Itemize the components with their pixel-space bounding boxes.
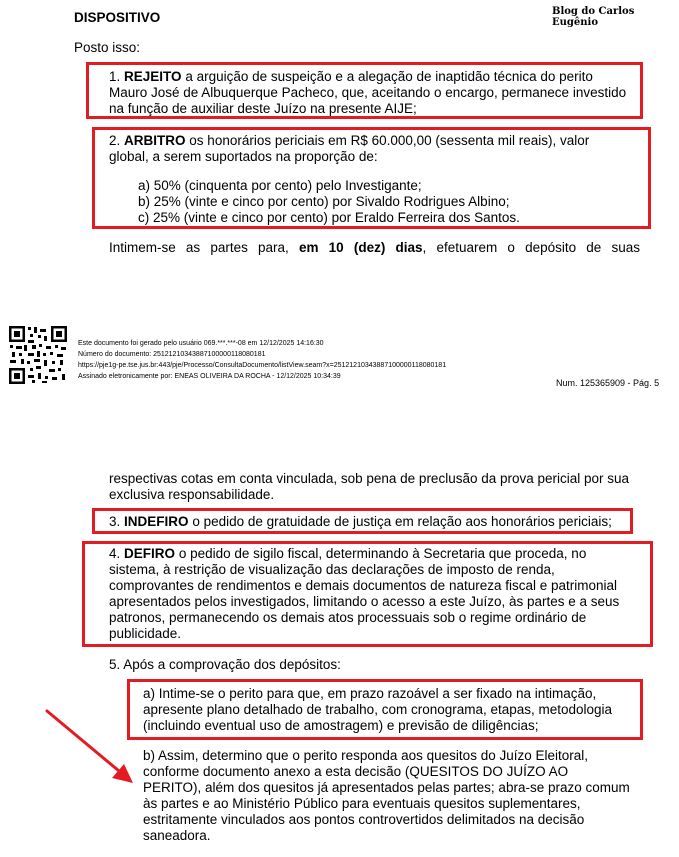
item-3-keyword: INDEFIRO bbox=[124, 514, 189, 529]
item-5b-line-4: às partes e ao Ministério Público para eventuais quesitos suplementares, bbox=[143, 796, 581, 811]
item-5a-line-1: a) Intime-se o perito para que, em prazo razoável a ser fixado na intimação, bbox=[143, 686, 597, 701]
item-4-line-4: apresentados pelos investigados, limitando o acesso a este Juízo, às partes e a seus bbox=[109, 594, 620, 609]
intro-text: Posto isso: bbox=[74, 40, 141, 55]
item-2-line-2: global, a serem suportados na proporção de: bbox=[109, 149, 378, 164]
item-4-line-2: sistema, à restrição de visualização das declarações de imposto de renda, bbox=[109, 562, 555, 577]
item-4-paragraph bbox=[109, 546, 640, 642]
continuation-line-2: exclusiva responsabilidade. bbox=[109, 487, 275, 502]
item-3-paragraph: 3. INDEFIRO o pedido de gratuidade de justiça em relação aos honorários periciais; bbox=[109, 514, 612, 529]
red-arrow-icon bbox=[40, 706, 140, 788]
item-4-line-6: publicidade. bbox=[109, 626, 182, 641]
footer-generated-by: Este documento foi gerado pelo usuário 069.***.***-08 em 12/12/2025 14:16:30 bbox=[78, 340, 324, 347]
item-2-keyword: ARBITRO bbox=[124, 133, 186, 148]
qr-code bbox=[8, 325, 68, 385]
item-5b-line-2: conforme documento anexo a esta decisão (QUESITOS DO JUÍZO AO bbox=[143, 764, 569, 779]
item-2-sublist bbox=[138, 178, 520, 226]
item-5a-paragraph bbox=[143, 686, 640, 734]
footer-url[interactable]: https://pje1g-pe.tse.jus.br:443/pje/Processo/ConsultaDocumento/listView.seam?x=25121210343887100000118080181 bbox=[78, 362, 447, 369]
footer-document-number: Número do documento: 25121210343887100000118080181 bbox=[78, 351, 266, 358]
item-5b-line-6: saneadora. bbox=[143, 828, 211, 843]
item-5b-line-1: b) Assim, determino que o perito responda aos quesitos do Juízo Eleitoral, bbox=[143, 748, 588, 763]
deadline-text: em 10 (dez) dias bbox=[298, 240, 423, 255]
item-1-paragraph bbox=[109, 69, 640, 117]
item-5b-line-3: PERITO), além dos quesitos já apresentados pelas partes; abra-se prazo comum bbox=[143, 780, 630, 795]
continuation-line-1: respectivas cotas em conta vinculada, sob pena de preclusão da prova pericial por sua bbox=[109, 471, 630, 486]
item-5-heading: 5. Após a comprovação dos depósitos: bbox=[109, 657, 341, 672]
footer-signature: Assinado eletronicamente por: ENEAS OLIVEIRA DA ROCHA - 12/12/2025 10:34:39 bbox=[78, 373, 341, 380]
item-2-sub-c: c) 25% (vinte e cinco por cento) por Eraldo Ferreira dos Santos. bbox=[138, 210, 520, 225]
item-1-line-1: 1. REJEITO a arguição de suspeição e a alegação de inaptidão técnica do perito bbox=[109, 69, 593, 84]
item-1-line-3: na função de auxiliar deste Juízo na presente AIJE; bbox=[109, 101, 417, 116]
item-1-line-2: Mauro José de Albuquerque Pacheco, que, aceitando o encargo, permanece investido bbox=[109, 85, 627, 100]
continuation-paragraph bbox=[109, 471, 640, 503]
item-5b-line-5: estritamente vinculados aos pontos controvertidos delimitados na decisão bbox=[143, 812, 585, 827]
item-5a-line-3: (incluindo eventual uso de amostragem) e previsão de diligências; bbox=[143, 718, 539, 733]
item-5b-paragraph bbox=[143, 748, 640, 844]
item-4-keyword: DEFIRO bbox=[124, 546, 176, 561]
item-2-sub-a: a) 50% (cinquenta por cento) pelo Investigante; bbox=[138, 178, 422, 193]
item-2-line-1: 2. ARBITRO os honorários periciais em R$ 60.000,00 (sessenta mil reais), valor bbox=[109, 133, 590, 148]
page-number: Num. 125365909 - Pág. 5 bbox=[556, 378, 660, 388]
item-4-line-5: patronos, permanecendo os demais atos processuais sob o regime ordinário de bbox=[109, 610, 587, 625]
item-5a-line-2: apresente plano detalhado de trabalho, com cronograma, etapas, metodologia bbox=[143, 702, 613, 717]
section-heading: DISPOSITIVO bbox=[74, 10, 161, 25]
document-footer bbox=[78, 338, 446, 382]
item-2-sub-b: b) 25% (vinte e cinco por cento) por Sivaldo Rodrigues Albino; bbox=[138, 194, 510, 209]
item-4-line-3: comprovantes de rendimentos e demais documentos de natureza fiscal e patrimonial bbox=[109, 578, 618, 593]
item-4-line-1: 4. DEFIRO o pedido de sigilo fiscal, determinando à Secretaria que proceda, no bbox=[109, 546, 587, 561]
intimem-paragraph: Intimem-se as partes para, em 10 (dez) dias, efetuarem o depósito de suas bbox=[109, 240, 640, 255]
item-2-paragraph bbox=[109, 133, 640, 165]
item-1-keyword: REJEITO bbox=[124, 69, 182, 84]
blog-label: Blog do Carlos Eugênio bbox=[552, 6, 635, 28]
